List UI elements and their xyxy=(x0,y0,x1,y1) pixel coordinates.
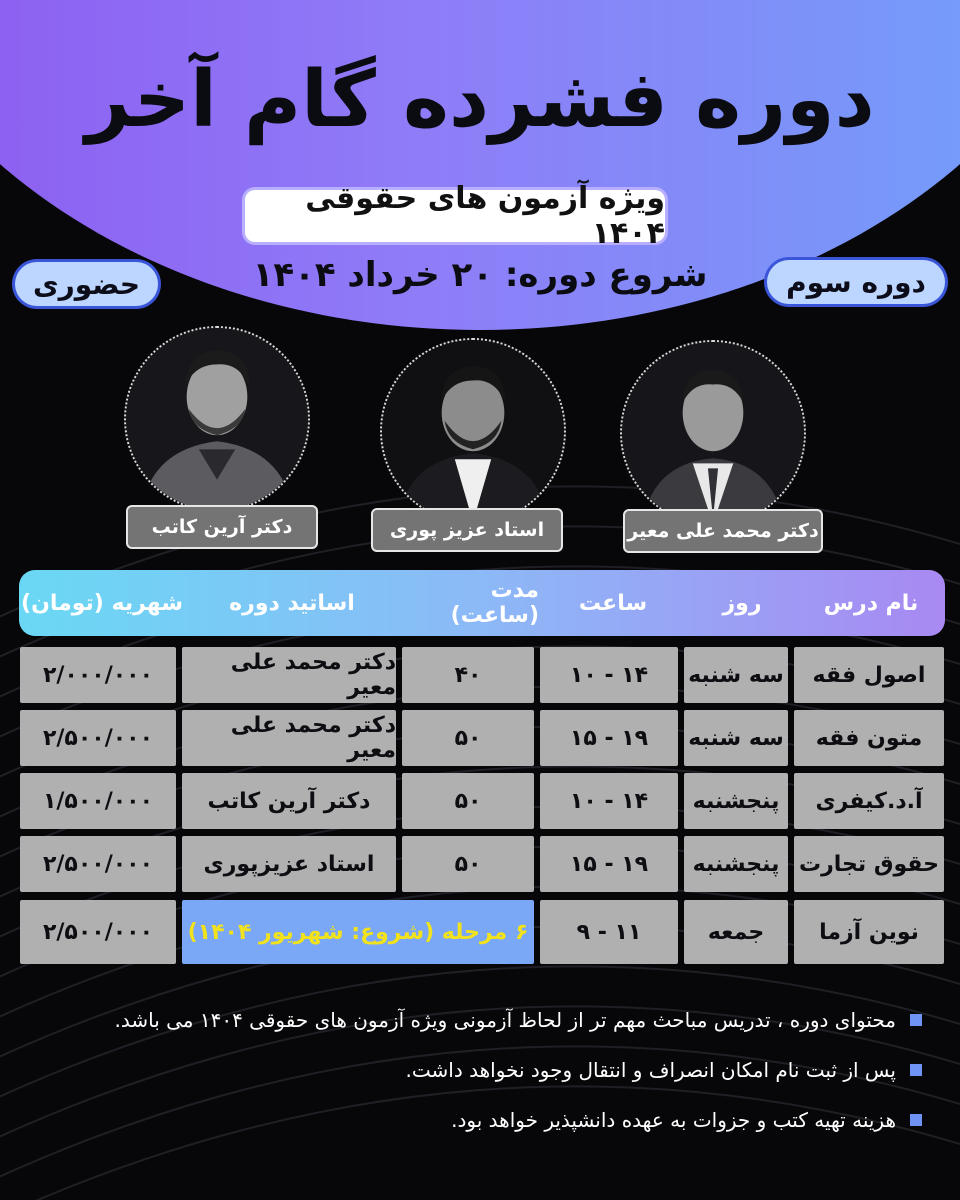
square-bullet-icon xyxy=(910,1014,922,1026)
cell-fee: ۲/۵۰۰/۰۰۰ xyxy=(20,836,176,892)
header-time: ساعت xyxy=(578,590,648,616)
teacher-name-2: استاد عزیز پوری xyxy=(371,508,563,552)
cell-day: پنجشنبه xyxy=(684,773,788,829)
cell-day: سه شنبه xyxy=(684,710,788,766)
header-fee: شهریه (تومان) xyxy=(21,590,183,616)
square-bullet-icon xyxy=(910,1064,922,1076)
cell-teacher: استاد عزیزپوری xyxy=(182,836,396,892)
cell-merged-highlight: ۶ مرحله (شروع: شهریور ۱۴۰۴) xyxy=(182,900,534,964)
cell-course: نوین آزما xyxy=(794,900,944,964)
cell-time: ۱۱ - ۹ xyxy=(540,900,678,964)
table-header xyxy=(19,570,945,636)
note-text: هزینه تهیه کتب و جزوات به عهده دانشپذیر خواهد بود. xyxy=(451,1108,896,1132)
table-row xyxy=(0,647,960,703)
cell-time: ۱۴ - ۱۰ xyxy=(540,773,678,829)
table-row xyxy=(0,773,960,829)
header-duration: مدت (ساعت) xyxy=(450,578,539,628)
cell-fee: ۱/۵۰۰/۰۰۰ xyxy=(20,773,176,829)
page-title: دوره فشرده گام آخر xyxy=(85,55,875,145)
cell-course: آ.د.کیفری xyxy=(794,773,944,829)
cell-day: پنجشنبه xyxy=(684,836,788,892)
cell-fee: ۲/۵۰۰/۰۰۰ xyxy=(20,900,176,964)
header-course: نام درس xyxy=(823,590,919,616)
cell-duration: ۴۰ xyxy=(402,647,534,703)
start-date: شروع دوره: ۲۰ خرداد ۱۴۰۴ xyxy=(252,255,708,295)
person-icon xyxy=(382,340,564,522)
header-day: روز xyxy=(722,590,762,616)
teacher-photo-kateb xyxy=(124,326,310,512)
cell-fee: ۲/۰۰۰/۰۰۰ xyxy=(20,647,176,703)
cell-course: حقوق تجارت xyxy=(794,836,944,892)
person-icon xyxy=(622,342,804,524)
cell-day: جمعه xyxy=(684,900,788,964)
note-item xyxy=(52,1045,922,1095)
cell-course: متون فقه xyxy=(794,710,944,766)
cell-teacher: دکتر محمد علی معیر xyxy=(182,647,396,703)
table-row xyxy=(0,710,960,766)
table-row xyxy=(0,836,960,892)
cell-fee: ۲/۵۰۰/۰۰۰ xyxy=(20,710,176,766)
mode-badge: حضوری xyxy=(15,262,158,306)
teacher-photo-moayer xyxy=(620,340,806,526)
subtitle-badge: ویژه آزمون های حقوقی ۱۴۰۴ xyxy=(245,190,665,242)
note-item xyxy=(52,1095,922,1145)
teacher-name-1: دکتر محمد علی معیر xyxy=(623,509,823,553)
square-bullet-icon xyxy=(910,1114,922,1126)
note-item xyxy=(52,995,922,1045)
cell-teacher: دکتر محمد علی معیر xyxy=(182,710,396,766)
note-text: محتوای دوره ، تدریس مباحث مهم تر از لحاظ آزمونی ویژه آزمون های حقوقی ۱۴۰۴ می باشد. xyxy=(114,1008,896,1032)
note-text: پس از ثبت نام امکان انصراف و انتقال وجود نخواهد داشت. xyxy=(405,1058,896,1082)
cell-duration: ۵۰ xyxy=(402,773,534,829)
cell-time: ۱۴ - ۱۰ xyxy=(540,647,678,703)
header-teachers: اساتید دوره xyxy=(229,590,355,616)
teacher-name-3: دکتر آرین کاتب xyxy=(126,505,318,549)
cell-course: اصول فقه xyxy=(794,647,944,703)
cell-duration: ۵۰ xyxy=(402,710,534,766)
notes-list xyxy=(52,995,922,1145)
course-badge: دوره سوم xyxy=(767,260,945,304)
teacher-photo-azizpouri xyxy=(380,338,566,524)
cell-duration: ۵۰ xyxy=(402,836,534,892)
person-icon xyxy=(126,328,308,510)
cell-day: سه شنبه xyxy=(684,647,788,703)
table-row xyxy=(0,900,960,964)
cell-time: ۱۹ - ۱۵ xyxy=(540,836,678,892)
cell-teacher: دکتر آرین کاتب xyxy=(182,773,396,829)
cell-time: ۱۹ - ۱۵ xyxy=(540,710,678,766)
